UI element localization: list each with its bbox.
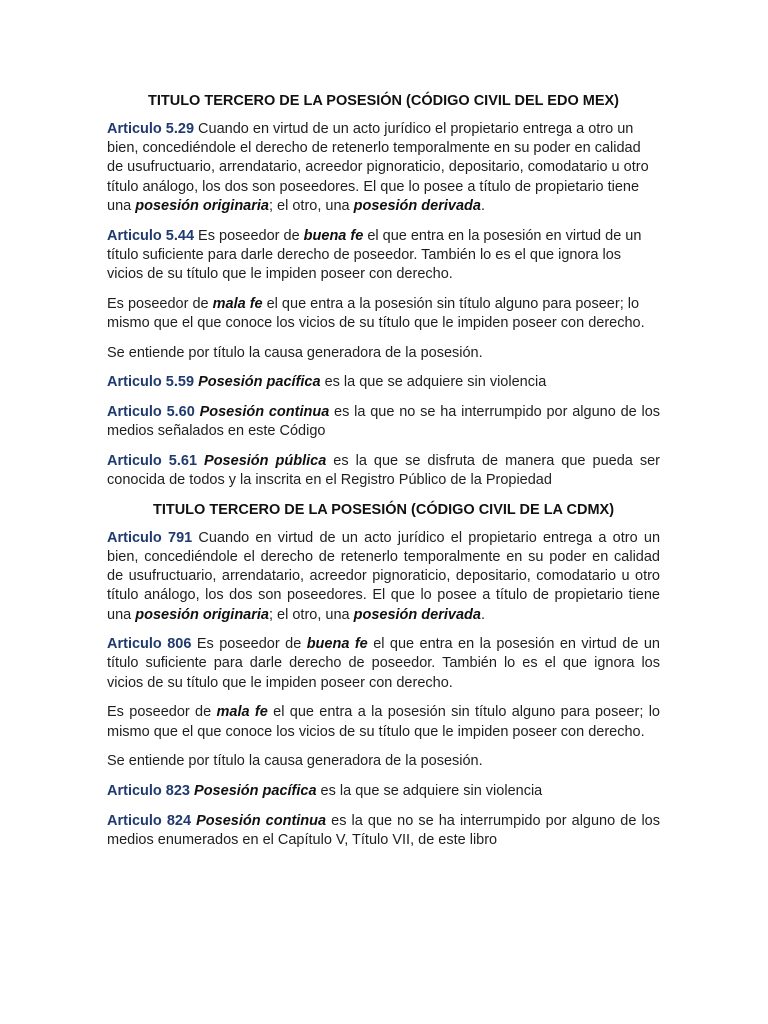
article-label: Articulo 5.59 — [107, 374, 195, 391]
article-label: Articulo 824 — [107, 812, 192, 829]
paragraph-titulo-definition-cdmx — [107, 752, 660, 771]
paragraph-text: el que entra en la posesión en virtud de un título suficiente para darle derecho de poseedor. También lo es el que ignora los vicios de su título que le impiden poseer con derecho. — [107, 227, 642, 282]
emphasis-term: posesión originaria — [135, 197, 269, 214]
emphasis-term: Posesión pacífica — [198, 374, 321, 391]
paragraph-text: Es poseedor de — [107, 295, 213, 312]
paragraph-text: es la que no se ha interrumpido por alguno de los medios señalados en este Código — [107, 403, 661, 440]
paragraph-text: ; el otro, una — [268, 606, 354, 623]
article-label: Articulo 806 — [107, 636, 192, 653]
paragraph-article-5-59 — [107, 373, 660, 392]
section-heading-cdmx: TITULO TERCERO DE LA POSESIÓN (CÓDIGO CIVIL DE LA CDMX) — [152, 501, 615, 518]
paragraph-text: Es poseedor de — [107, 704, 217, 721]
paragraph-text: es la que se adquiere sin violencia — [320, 374, 547, 391]
article-label: Articulo 5.60 — [107, 403, 195, 420]
paragraph-text: ; el otro, una — [268, 197, 354, 214]
paragraph-text: Cuando en virtud de un acto jurídico el propietario entrega a otro un bien, concediéndole el derecho de retenerlo temporalmente en su poder en calidad de usufructuario, arrendatario, acreedor pignoraticio, depositario, comodatario u otro título análogo, los dos son poseedores. El que lo posee a título de propietario tiene una — [107, 529, 661, 623]
paragraph-text: el que entra a la posesión sin título alguno para poseer; lo mismo que el que conoce los vicios de su título que le impiden poseer con derecho. — [107, 704, 660, 740]
paragraph-article-5-60 — [107, 403, 660, 441]
article-label: Articulo 5.44 — [107, 227, 195, 244]
paragraph-article-806 — [107, 635, 660, 693]
emphasis-term: Posesión continua — [199, 403, 330, 420]
emphasis-term: Posesión pacífica — [194, 782, 317, 799]
emphasis-term: posesión derivada — [353, 197, 481, 214]
emphasis-term: Posesión pública — [204, 452, 327, 469]
paragraph-text: Es poseedor de — [191, 636, 307, 653]
paragraph-text: Es poseedor de — [194, 227, 304, 244]
paragraph-article-5-44 — [107, 227, 660, 285]
paragraph-text: . — [480, 197, 485, 214]
document-page — [107, 92, 660, 861]
paragraph-text: el que entra a la posesión sin título alguno para poseer; lo mismo que el que conoce los vicios de su título que le impiden poseer con derecho. — [107, 295, 645, 331]
paragraph-mala-fe-cdmx — [107, 703, 660, 741]
paragraph-titulo-definition — [107, 344, 660, 363]
paragraph-text: el que entra en la posesión en virtud de un título suficiente para darle derecho de poseedor. También lo es el que ignora los vicios de su título que le impiden poseer con derecho. — [107, 636, 660, 691]
emphasis-term: Posesión continua — [196, 812, 327, 829]
paragraph-article-823 — [107, 782, 660, 801]
emphasis-term: buena fe — [303, 227, 364, 244]
paragraph-article-5-29 — [107, 120, 660, 216]
paragraph-mala-fe — [107, 295, 660, 333]
article-label: Articulo 5.29 — [107, 121, 195, 137]
paragraph-text: es la que se adquiere sin violencia — [316, 782, 543, 799]
emphasis-term: mala fe — [212, 295, 263, 312]
paragraph-text: es la que no se ha interrumpido por alguno de los medios enumerados en el Capítulo V, Título VII, de este libro — [107, 812, 660, 848]
paragraph-text: es la que se disfruta de manera que pueda ser conocida de todos y la inscrita en el Registro Público de la Propiedad — [107, 452, 660, 489]
paragraph-article-5-61 — [107, 452, 660, 490]
paragraph-text: . — [480, 606, 485, 623]
emphasis-term: buena fe — [306, 636, 368, 653]
emphasis-term: posesión derivada — [353, 606, 481, 623]
paragraph-text: Se entiende por título la causa generadora de la posesión. — [107, 344, 483, 361]
emphasis-term: posesión originaria — [135, 606, 269, 623]
paragraph-article-824 — [107, 812, 660, 850]
paragraph-article-791 — [107, 529, 660, 625]
paragraph-text — [197, 453, 204, 469]
paragraph-text: Cuando en virtud de un acto jurídico el propietario entrega a otro un bien, concediéndole el derecho de retenerlo temporalmente en su poder en calidad de usufructuario, arrendatario, acreedor pignoraticio, depositario, comodatario u otro título análogo, los dos son poseedores. El que lo posee a título de propietario tiene una — [107, 121, 649, 214]
emphasis-term: mala fe — [216, 704, 268, 721]
article-label: Articulo 791 — [107, 529, 193, 546]
article-label: Articulo 823 — [107, 782, 190, 799]
paragraph-text: Se entiende por título la causa generadora de la posesión. — [107, 753, 483, 770]
section-heading-edomex: TITULO TERCERO DE LA POSESIÓN (CÓDIGO CIVIL DEL EDO MEX) — [147, 93, 620, 109]
article-label: Articulo 5.61 — [107, 452, 198, 469]
